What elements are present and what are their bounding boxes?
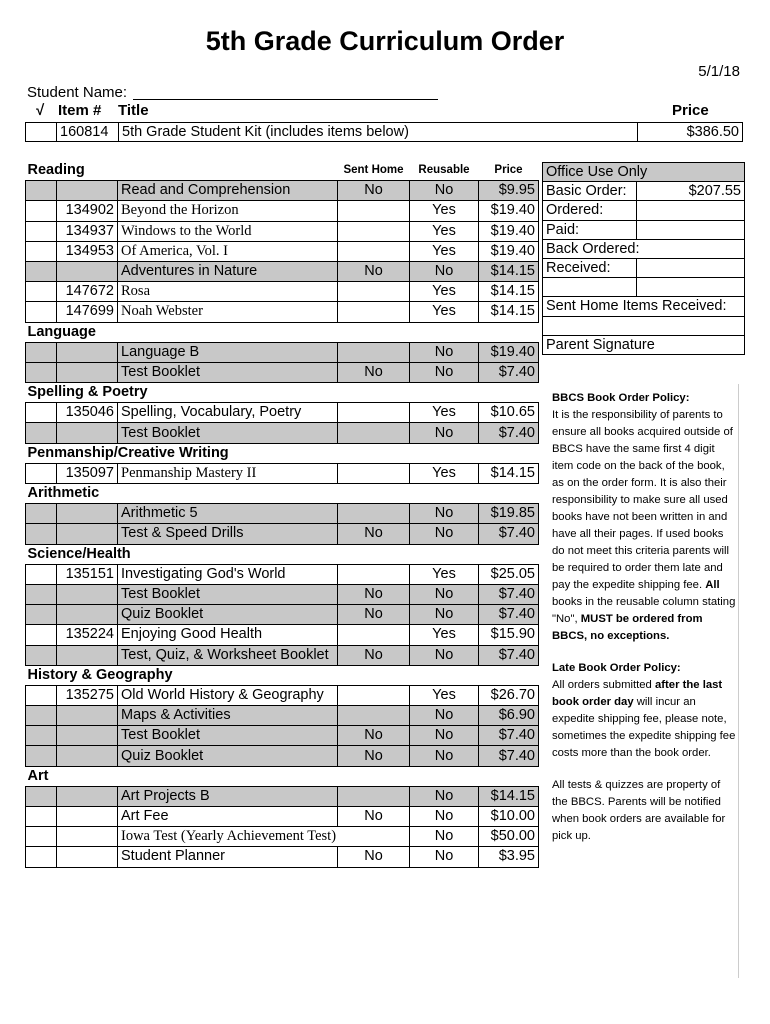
item-title: Noah Webster [118,302,338,322]
item-title: Test & Speed Drills [118,524,338,544]
section-header-row [26,544,539,564]
item-title: Language B [118,342,338,362]
reusable-header: Reusable [418,164,470,177]
check-box[interactable] [26,564,57,584]
item-price: $7.40 [479,524,539,544]
item-row [26,746,539,766]
blank-cell[interactable] [543,278,637,297]
book-order-policy-title: BBCS Book Order Policy: [552,392,690,404]
sent-home-value [338,786,410,806]
office-use-header: Office Use Only [543,163,745,182]
item-row [26,847,539,867]
item-price: $14.15 [479,786,539,806]
check-box[interactable] [26,201,57,221]
sent-home-value: No [338,362,410,382]
item-row [26,282,539,302]
item-row [26,645,539,665]
policy-text-bold: All [705,579,720,591]
item-number: 134902 [57,201,118,221]
item-number [57,342,118,362]
reusable-value: Yes [410,282,479,302]
item-row [26,706,539,726]
item-price: $14.15 [479,302,539,322]
item-number: 134937 [57,221,118,241]
item-price: $7.40 [479,423,539,443]
reusable-value: Yes [410,201,479,221]
sent-home-value [338,504,410,524]
item-price: $3.95 [479,847,539,867]
check-box[interactable] [26,706,57,726]
check-box[interactable] [26,524,57,544]
item-title: Quiz Booklet [118,746,338,766]
blank-cell[interactable] [543,316,745,335]
section-header-row [26,383,539,403]
page-title: 5th Grade Curriculum Order [205,26,565,56]
sent-home-value [338,625,410,645]
check-box[interactable] [26,645,57,665]
check-box[interactable] [26,746,57,766]
section-title: Science/Health [27,545,131,562]
item-row [26,685,539,705]
reusable-value: Yes [410,241,479,261]
reusable-value: No [410,342,479,362]
sent-home-value: No [338,524,410,544]
check-box[interactable] [26,423,57,443]
student-name-field[interactable] [133,99,438,100]
reusable-value: No [410,706,479,726]
item-number [57,605,118,625]
item-title: Read and Comprehension [118,181,338,201]
check-header: √ [36,102,45,119]
sent-home-value [338,463,410,483]
item-price: $14.15 [479,261,539,281]
section-title: Arithmetic [27,485,100,502]
sent-home-value: No [338,726,410,746]
reusable-value: No [410,726,479,746]
section-title: Spelling & Poetry [27,384,148,401]
item-title: Windows to the World [118,221,338,241]
item-title: Adventures in Nature [118,261,338,281]
reusable-value: No [410,181,479,201]
item-title: Iowa Test (Yearly Achievement Test) [118,827,410,847]
reusable-value: Yes [410,685,479,705]
item-number [57,706,118,726]
student-name-label: Student Name: [27,84,128,101]
item-number [57,423,118,443]
item-number [57,524,118,544]
sent-home-value [338,685,410,705]
reusable-value: Yes [410,302,479,322]
item-title: Test Booklet [118,362,338,382]
kit-row [26,123,743,142]
item-price: $14.15 [479,463,539,483]
item-title: Maps & Activities [118,706,338,726]
check-box[interactable] [26,625,57,645]
item-price: $19.40 [479,201,539,221]
item-row [26,524,539,544]
reusable-value: No [410,524,479,544]
item-row [26,201,539,221]
item-number [57,261,118,281]
item-row [26,181,539,201]
item-price: $26.70 [479,685,539,705]
item-title: Student Planner [118,847,338,867]
reusable-value: No [410,827,479,847]
reusable-value: No [410,807,479,827]
item-number: 135097 [57,463,118,483]
item-price: $19.40 [479,342,539,362]
check-box[interactable] [26,221,57,241]
sent-home-value [338,342,410,362]
section-header-row [26,443,539,463]
item-row [26,261,539,281]
section-title: Penmanship/Creative Writing [27,444,229,461]
item-price: $15.90 [479,625,539,645]
sent-home-value [338,423,410,443]
section-title: Art [27,767,49,784]
item-number: 135046 [57,403,118,423]
policy-text-part: All orders submitted [552,679,652,691]
item-title: Enjoying Good Health [118,625,338,645]
item-number: 135151 [57,564,118,584]
item-number: 134953 [57,241,118,261]
check-box[interactable] [26,241,57,261]
item-row [26,605,539,625]
item-row [26,302,539,322]
curriculum-table [25,161,539,868]
received-field[interactable] [637,258,745,277]
check-box[interactable] [26,504,57,524]
reusable-value: No [410,786,479,806]
kit-title: 5th Grade Student Kit (includes items below) [119,123,638,142]
sent-home-value [338,706,410,726]
sent-home-received-label: Sent Home Items Received: [543,297,745,316]
sent-home-value [338,201,410,221]
check-box[interactable] [26,847,57,867]
check-box[interactable] [26,181,57,201]
student-kit-table [25,122,743,142]
policy-text [543,384,739,978]
item-number [57,786,118,806]
item-title: Old World History & Geography [118,685,338,705]
sent-home-value [338,221,410,241]
item-row [26,807,539,827]
sent-home-value [338,282,410,302]
section-header-row [26,161,539,181]
sent-home-value: No [338,847,410,867]
basic-order-label: Basic Order: [543,182,637,201]
item-price: $10.65 [479,403,539,423]
item-title: Test Booklet [118,423,338,443]
form-date: 5/1/18 [698,63,740,80]
item-number: 135224 [57,625,118,645]
item-title: Spelling, Vocabulary, Poetry [118,403,338,423]
price-header: Price [672,102,709,119]
item-row [26,584,539,604]
sent-home-header: Sent Home [343,164,404,177]
sent-home-value: No [338,605,410,625]
section-header-row [26,484,539,504]
sent-home-value: No [338,181,410,201]
reusable-value: No [410,423,479,443]
item-number [57,827,118,847]
section-header-row [26,766,539,786]
section-header-row [26,665,539,685]
item-number: 147672 [57,282,118,302]
item-number: 147699 [57,302,118,322]
item-title: Arithmetic 5 [118,504,338,524]
item-title: Art Projects B [118,786,338,806]
check-box[interactable] [26,362,57,382]
item-price: $7.40 [479,584,539,604]
item-row [26,726,539,746]
check-box[interactable] [26,261,57,281]
item-title: Rosa [118,282,338,302]
reusable-value: No [410,362,479,382]
reusable-value: No [410,584,479,604]
item-price: $7.40 [479,726,539,746]
received-label: Received: [543,258,637,277]
item-title: Art Fee [118,807,338,827]
item-row [26,221,539,241]
check-box[interactable] [26,786,57,806]
title-header: Title [118,102,149,119]
kit-price: $386.50 [638,123,743,142]
item-number [57,584,118,604]
reusable-value: No [410,645,479,665]
item-number [57,362,118,382]
reusable-value: No [410,605,479,625]
section-title: Reading [27,162,85,179]
section-title: History & Geography [27,666,173,683]
paid-label: Paid: [543,220,637,239]
item-price: $7.40 [479,362,539,382]
sent-home-value: No [338,261,410,281]
price-column-header: Price [494,164,523,177]
sent-home-value: No [338,584,410,604]
basic-order-value: $207.55 [637,182,745,201]
sent-home-value: No [338,746,410,766]
item-title: Test Booklet [118,726,338,746]
check-box[interactable] [26,463,57,483]
reusable-value: Yes [410,564,479,584]
item-row [26,241,539,261]
book-order-policy [552,390,738,645]
sent-home-value: No [338,807,410,827]
reusable-value: No [410,504,479,524]
item-row [26,423,539,443]
reusable-value: Yes [410,221,479,241]
reusable-value: Yes [410,403,479,423]
sent-home-value [338,302,410,322]
item-price: $7.40 [479,605,539,625]
item-number [57,726,118,746]
item-row [26,786,539,806]
policy-text-part: It is the responsibility of parents to ensure all books acquired outside of BBCS have the same first 4 digit item code on the back of the book, as on the order form. It is also their responsibility to make sure all used books have not been written in and have all their pages. If used books do not meet this criteria parents will be required to order them late and pay the expedite shipping fee. [552,409,733,591]
reusable-value: No [410,847,479,867]
check-box[interactable] [26,403,57,423]
policy-text-part: will incur an expedite shipping fee, please note, sometimes the expedite shipping fee costs more than the book order. [552,696,736,759]
item-price: $50.00 [479,827,539,847]
paid-field[interactable] [637,220,745,239]
item-price: $19.40 [479,241,539,261]
reusable-value: Yes [410,625,479,645]
item-title: Penmanship Mastery II [118,463,338,483]
check-box[interactable] [26,123,57,142]
reusable-value: Yes [410,463,479,483]
item-row [26,342,539,362]
check-box[interactable] [26,342,57,362]
item-price: $25.05 [479,564,539,584]
section-title: Language [27,323,96,340]
item-number: 135275 [57,685,118,705]
item-price: $19.85 [479,504,539,524]
check-box[interactable] [26,726,57,746]
item-title: Investigating God's World [118,564,338,584]
item-number [57,807,118,827]
policy-text-bold: MUST be ordered from BBCS, no exceptions. [552,613,703,642]
check-box[interactable] [26,807,57,827]
item-title: Quiz Booklet [118,605,338,625]
item-number [57,181,118,201]
reusable-value: No [410,746,479,766]
late-order-policy-title: Late Book Order Policy: [552,662,681,674]
check-box[interactable] [26,282,57,302]
property-notice: All tests & quizzes are property of the BBCS. Parents will be notified when book orders are available for pick up. [552,779,726,842]
item-row [26,564,539,584]
item-number [57,645,118,665]
section-header-row [26,322,539,342]
check-box[interactable] [26,827,57,847]
item-number-header: Item # [58,102,102,119]
item-price: $7.40 [479,746,539,766]
check-box[interactable] [26,584,57,604]
check-box[interactable] [26,302,57,322]
item-price: $10.00 [479,807,539,827]
item-row [26,625,539,645]
item-row [26,362,539,382]
kit-item-number: 160814 [57,123,119,142]
back-ordered-label: Back Ordered: [543,239,745,258]
policy-text-part: books in the reusable column stating "No", [552,596,736,625]
item-price: $19.40 [479,221,539,241]
sent-home-value [338,403,410,423]
item-price: $14.15 [479,282,539,302]
sent-home-value [338,564,410,584]
parent-signature-label: Parent Signature [543,335,745,354]
item-price: $7.40 [479,645,539,665]
item-row [26,827,539,847]
item-price: $6.90 [479,706,539,726]
late-order-policy [552,660,738,762]
ordered-field[interactable] [637,201,745,220]
item-number [57,504,118,524]
item-price: $9.95 [479,181,539,201]
item-row [26,403,539,423]
ordered-label: Ordered: [543,201,637,220]
check-box[interactable] [26,605,57,625]
item-number [57,746,118,766]
item-number [57,847,118,867]
office-use-table [542,162,745,355]
item-title: Test Booklet [118,584,338,604]
sent-home-value: No [338,645,410,665]
item-row [26,504,539,524]
item-title: Test, Quiz, & Worksheet Booklet [118,645,338,665]
sent-home-value [338,241,410,261]
item-title: Beyond the Horizon [118,201,338,221]
blank-cell[interactable] [637,278,745,297]
item-title: Of America, Vol. I [118,241,338,261]
check-box[interactable] [26,685,57,705]
policy-text-bold: after the last book order day [552,679,723,708]
item-row [26,463,539,483]
reusable-value: No [410,261,479,281]
